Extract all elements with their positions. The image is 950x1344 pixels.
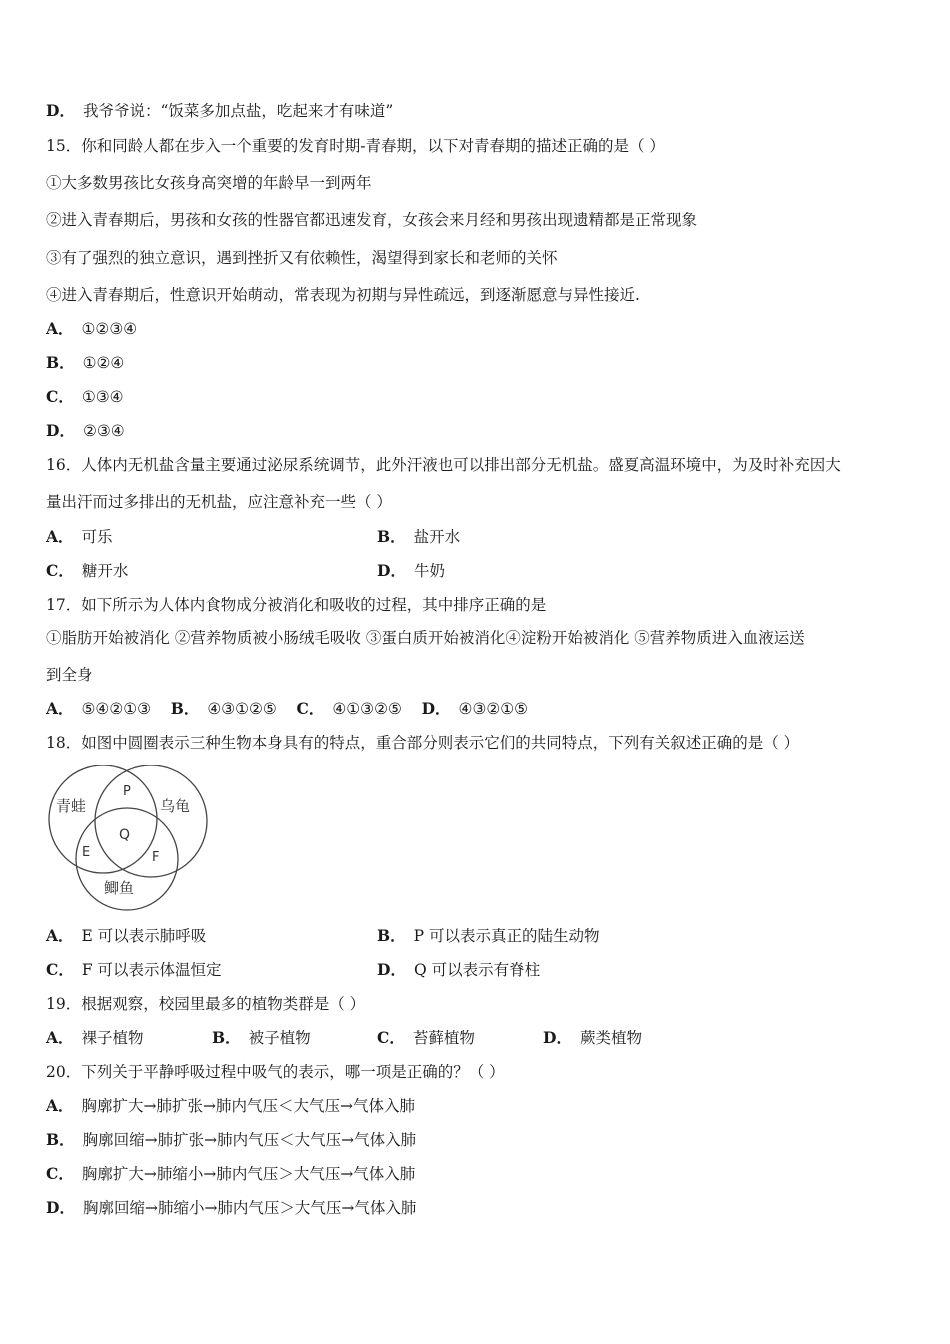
- q16-option-b: [377, 527, 460, 547]
- option-text: 被子植物: [248, 1029, 311, 1047]
- option-label: B．: [170, 699, 200, 718]
- frog-circle: [49, 765, 160, 873]
- option-label: D．: [421, 699, 451, 718]
- q17-option-b: [171, 699, 277, 719]
- q15-stem: 15．你和同龄人都在步入一个重要的发育时期-青春期，以下对青春期的描述正确的是（ ）: [46, 137, 665, 155]
- option-label: B．: [46, 353, 75, 372]
- option-text: E 可以表示肺呼吸: [81, 927, 207, 945]
- q20-stem: 20．下列关于平静呼吸过程中吸气的表示，哪一项是正确的？（ ）: [46, 1063, 505, 1081]
- option-label: A．: [46, 319, 74, 338]
- q17-statements-cont: 到全身: [46, 666, 93, 684]
- option-label: C．: [377, 1028, 405, 1047]
- q20-option-a: [46, 1096, 415, 1116]
- q17-stem: 17．如下所示为人体内食物成分被消化和吸收的过程，其中排序正确的是: [46, 596, 547, 614]
- option-text: 苔藓植物: [412, 1029, 475, 1047]
- q17-option-d: [422, 699, 528, 719]
- option-label: C．: [46, 960, 74, 979]
- option-text: 胸廓扩大→肺缩小→肺内气压＞大气压→气体入肺: [81, 1165, 416, 1183]
- frog-label: 青蛙: [56, 797, 87, 815]
- region-f-label: F: [152, 850, 160, 865]
- option-text: 盐开水: [413, 528, 461, 546]
- q18-stem: 18．如图中圆圈表示三种生物本身具有的特点，重合部分则表示它们的共同特点，下列有关叙述正确的是（ ）: [46, 734, 800, 752]
- option-text: 胸廓回缩→肺扩张→肺内气压＜大气压→气体入肺: [82, 1131, 417, 1149]
- q20-option-c: [46, 1164, 415, 1184]
- q19-stem: 19．根据观察，校园里最多的植物类群是（ ）: [46, 995, 366, 1013]
- option-label: A．: [46, 926, 74, 945]
- option-text: 我爷爷说：“饭菜多加点盐，吃起来才有味道”: [82, 102, 394, 120]
- fish-label: 鲫鱼: [104, 879, 135, 897]
- q19-option-b: [212, 1028, 311, 1048]
- q19-option-a: [46, 1028, 144, 1048]
- q19-option-d: [543, 1028, 642, 1048]
- turtle-label: 乌龟: [160, 797, 191, 815]
- q19-option-c: [377, 1028, 475, 1048]
- option-text: Q 可以表示有脊柱: [413, 961, 541, 979]
- option-text: ②③④: [82, 422, 125, 440]
- turtle-circle: [95, 765, 207, 877]
- option-text: 蕨类植物: [579, 1029, 642, 1047]
- q17-option-c: [297, 699, 402, 719]
- q17-option-a: [46, 699, 151, 719]
- option-label: B．: [377, 926, 406, 945]
- option-text: 胸廓回缩→肺缩小→肺内气压＞大气压→气体入肺: [82, 1199, 417, 1217]
- option-label: B．: [377, 527, 406, 546]
- q15-statement-1: ①大多数男孩比女孩身高突增的年龄早一到两年: [46, 174, 372, 192]
- region-e-label: E: [82, 845, 91, 860]
- q17-options: [46, 699, 528, 719]
- q15-statement-3: ③有了强烈的独立意识，遇到挫折又有依赖性，渴望得到家长和老师的关怀: [46, 249, 558, 267]
- option-text: ⑤④②①③: [81, 700, 152, 718]
- option-text: 牛奶: [413, 562, 445, 580]
- option-label: D．: [377, 561, 406, 580]
- option-label: D．: [46, 1198, 75, 1217]
- q20-option-d: [46, 1198, 416, 1218]
- option-text: F 可以表示体温恒定: [81, 961, 222, 979]
- q15-statement-4: ④进入青春期后，性意识开始萌动，常表现为初期与异性疏远，到逐渐愿意与异性接近.: [46, 286, 640, 304]
- q15-option-c: [46, 387, 124, 407]
- region-q-label: Q: [119, 827, 131, 843]
- q18-option-a: [46, 926, 206, 946]
- q15-option-d: [46, 421, 125, 441]
- q17-statements: ①脂肪开始被消化 ②营养物质被小肠绒毛吸收 ③蛋白质开始被消化④淀粉开始被消化 ⑤营养物质进入血液运送: [46, 629, 805, 647]
- venn-diagram: [42, 765, 214, 913]
- q18-option-d: [377, 960, 540, 980]
- option-label: B．: [212, 1028, 241, 1047]
- option-text: P 可以表示真正的陆生动物: [413, 927, 600, 945]
- q15-option-b: [46, 353, 124, 373]
- option-label: D．: [46, 421, 75, 440]
- q16-option-a: [46, 527, 113, 547]
- option-label: C．: [46, 1164, 74, 1183]
- q15-option-a: [46, 319, 137, 339]
- option-text: ①③④: [81, 388, 124, 406]
- option-label: C．: [46, 387, 74, 406]
- q16-option-c: [46, 561, 128, 581]
- option-text: ①②③④: [81, 320, 138, 338]
- option-label: C．: [46, 561, 74, 580]
- q18-option-c: [46, 960, 222, 980]
- q18-option-b: [377, 926, 599, 946]
- q16-stem-line-2: 量出汗而过多排出的无机盐，应注意补充一些（ ）: [46, 493, 392, 511]
- option-label: C．: [296, 699, 325, 718]
- option-text: ④③②①⑤: [458, 700, 529, 718]
- option-label: D．: [46, 101, 75, 120]
- option-label: D．: [377, 960, 406, 979]
- option-label: A．: [46, 699, 74, 718]
- option-text: 裸子植物: [81, 1029, 144, 1047]
- option-text: 可乐: [81, 528, 113, 546]
- q16-stem-line-1: 16．人体内无机盐含量主要通过泌尿系统调节，此外汗液也可以排出部分无机盐。盛夏高温环境中，为及时补充因大: [46, 456, 841, 474]
- option-label: D．: [543, 1028, 572, 1047]
- option-label: A．: [46, 1028, 74, 1047]
- q20-option-b: [46, 1130, 416, 1150]
- option-text: ①②④: [82, 354, 125, 372]
- option-text: ④①③②⑤: [332, 700, 402, 718]
- option-text: 胸廓扩大→肺扩张→肺内气压＜大气压→气体入肺: [81, 1097, 415, 1115]
- q15-statement-2: ②进入青春期后，男孩和女孩的性器官都迅速发育，女孩会来月经和男孩出现遗精都是正常现象: [46, 211, 698, 229]
- option-text: 糖开水: [81, 562, 129, 580]
- q14-option-d: [46, 101, 393, 121]
- region-p-label: P: [123, 784, 131, 799]
- option-text: ④③①②⑤: [207, 700, 277, 718]
- q16-option-d: [377, 561, 445, 581]
- option-label: A．: [46, 527, 74, 546]
- option-label: B．: [46, 1130, 75, 1149]
- option-label: A．: [46, 1096, 74, 1115]
